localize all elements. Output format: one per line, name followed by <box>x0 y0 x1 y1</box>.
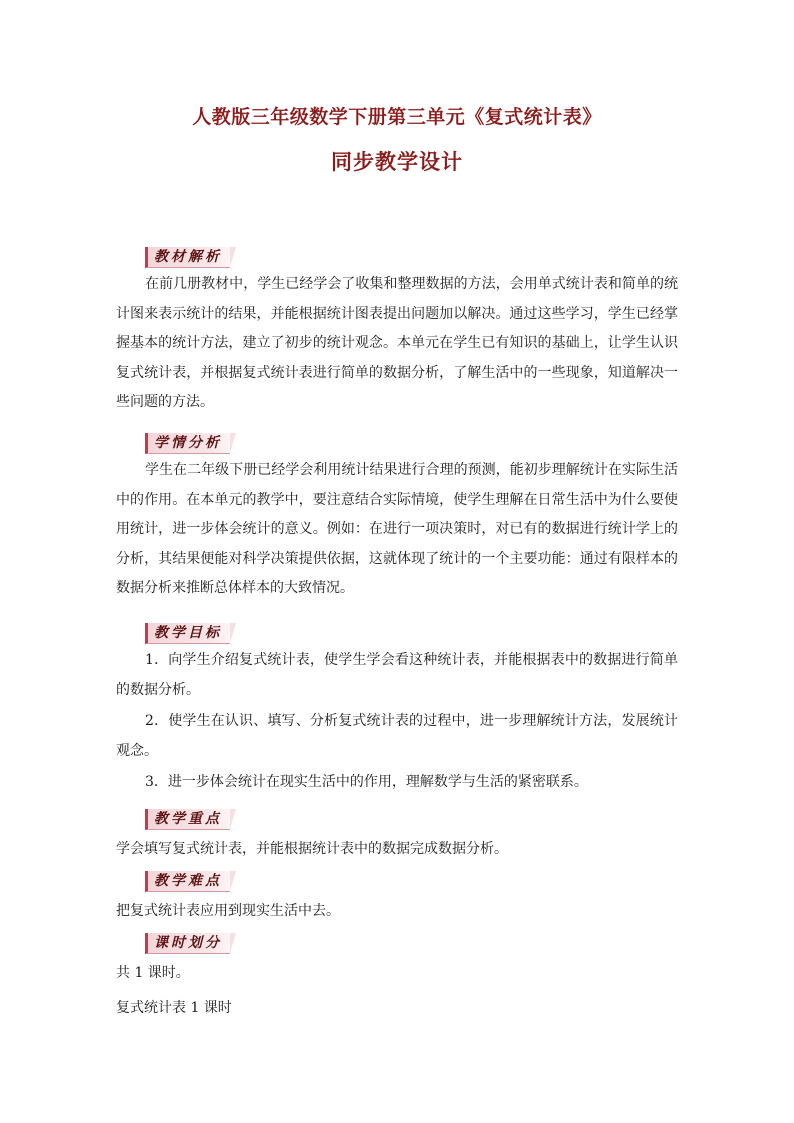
teaching-goal-item: 3．进一步体会统计在现实生活中的作用，理解数学与生活的紧密联系。 <box>145 774 588 790</box>
teaching-goal-item: 2．使学生在认识、填写、分析复式统计表的过程中，进一步理解统计方法，发展统计观念。 <box>116 713 678 759</box>
section-lesson-plan <box>116 932 678 1023</box>
lesson-plan-detail: 复式统计表 1 课时 <box>116 999 232 1016</box>
textbook-analysis-paragraph: 在前几册教材中，学生已经学会了收集和整理数据的方法，会用单式统计表和简单的统计图来表示统计的结果，并能根据统计图表提出问题加以解决。通过这些学习，学生已经掌握基本的统计方法，建立了初步的统计观念。本单元在学生已有知识的基础上，让学生认识复式统计表，并根据复式统计表进行简单的数据分析，了解生活中的一些现象，知道解决一些问题的方法。 <box>116 276 678 410</box>
section-student-analysis <box>116 432 678 604</box>
section-textbook-analysis <box>116 246 678 418</box>
section-key-points <box>116 808 678 865</box>
section-heading-key-points: 教学重点 <box>145 809 230 830</box>
lesson-plan-total: 共 1 课时。 <box>116 965 190 981</box>
section-teaching-goals <box>116 622 678 798</box>
section-heading-student-analysis: 学情分析 <box>145 433 230 454</box>
section-heading-difficulties: 教学难点 <box>145 871 230 892</box>
section-heading-textbook-analysis: 教材解析 <box>145 247 230 268</box>
section-heading-lesson-plan: 课时划分 <box>145 933 230 954</box>
document-subtitle: 同步教学设计 <box>331 149 463 174</box>
section-heading-teaching-goals: 教学目标 <box>145 623 230 644</box>
section-difficulties <box>116 870 678 927</box>
key-points-text: 学会填写复式统计表，并能根据统计表中的数据完成数据分析。 <box>116 841 508 857</box>
document-title: 人教版三年级数学下册第三单元《复式统计表》 <box>192 106 602 128</box>
difficulties-text: 把复式统计表应用到现实生活中去。 <box>116 903 340 919</box>
teaching-goal-item: 1．向学生介绍复式统计表，使学生学会看这种统计表，并能根据表中的数据进行简单的数据分析。 <box>116 652 678 698</box>
student-analysis-paragraph: 学生在二年级下册已经学会利用统计结果进行合理的预测，能初步理解统计在实际生活中的作用。在本单元的教学中，要注意结合实际情境，使学生理解在日常生活中为什么要使用统计，进一步体会统计的意义。例如：在进行一项决策时，对已有的数据进行统计学上的分析，其结果便能对科学决策提供依据，这就体现了统计的一个主要功能：通过有限样本的数据分析来推断总体样本的大致情况。 <box>116 462 678 596</box>
